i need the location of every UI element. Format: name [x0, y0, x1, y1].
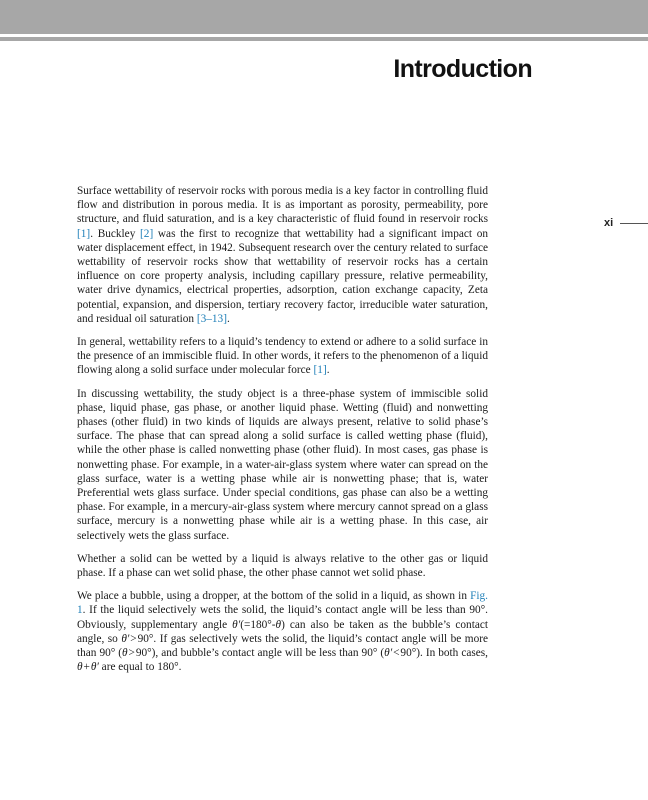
text-run: (=180°-: [240, 618, 276, 631]
text-run: .: [226, 312, 230, 325]
citation-link[interactable]: [3–13]: [196, 312, 227, 325]
page-folio: [604, 217, 648, 229]
header-rule: [0, 37, 648, 41]
text-run: In general, wettability refers to a liquid’s tendency to extend or adhere to a solid surface in the presence of an immiscible fluid. In other words, it refers to the phenomenon of a liquid flowing along a solid surface under molecular force: [77, 336, 488, 377]
paragraph-3: [77, 387, 488, 543]
paragraph-1: [77, 184, 488, 326]
text-run: > 90°. If gas selectively wets the solid, the liquid’s contact angle will be more than 90° (: [77, 632, 488, 660]
math-symbol: θ′: [121, 632, 130, 645]
paragraph-4: [77, 552, 488, 580]
text-run: < 90°). In both cases,: [392, 647, 488, 660]
body-text: [77, 184, 488, 684]
citation-link[interactable]: [2]: [140, 227, 154, 240]
text-run: > 90°), and bubble’s contact angle will be less than 90° (: [127, 647, 385, 660]
text-run: +: [82, 661, 91, 674]
header-gray-band: [0, 0, 648, 34]
math-symbol: θ′: [232, 618, 241, 631]
folio-rule: [620, 223, 648, 224]
math-symbol: θ′: [90, 661, 99, 674]
text-run: . If the liquid selectively wets the solid, the liquid’s contact angle will be less than 90°. Obviously, supplementary angle: [77, 604, 488, 631]
math-symbol: θ: [275, 618, 282, 631]
text-run: Whether a solid can be wetted by a liquid is always relative to the other gas or liquid phase. If a phase can wet solid phase, the other phase cannot wet solid phase.: [77, 552, 488, 580]
text-run: In discussing wettability, the study object is a three-phase system of immiscible solid phase, liquid phase, gas phase, or another liquid phase. Wetting (fluid) and nonwetting phases (other fluid) in two kinds of liquids are always present, relative to solid phase’s surface. The phase that can spread along a solid surface is called wetting phase (fluid), while the other phase is called nonwetting phase (other fluid). In most cases, gas phase is nonwetting phase. For example, in a water-air-glass system where water can spread on the glass surface, water is a wetting phase while air is nonwetting phase; that is, water Preferential wets glass surface. Under special conditions, gas phase can also be a wetting phase. For example, in a mercury-air-glass system where mercury cannot spread on a glass surface, mercury is a nonwetting phase while air is a wetting phase. In this case, air selectively wets the glass surface.: [77, 387, 488, 542]
paragraph-2: [77, 335, 488, 378]
text-run: .: [326, 364, 330, 377]
math-symbol: θ: [122, 647, 128, 660]
page-number: xi: [604, 217, 614, 229]
chapter-title: Introduction: [393, 55, 532, 83]
text-run: are equal to 180°.: [98, 661, 182, 674]
math-symbol: θ′: [384, 647, 393, 660]
paragraph-5: [77, 589, 488, 674]
citation-link[interactable]: [1]: [313, 364, 327, 377]
text-run: Surface wettability of reservoir rocks with porous media is a key factor in controlling fluid flow and distribution in porous media. It is as important as porosity, permeability, pore structure, and fluid saturation, and is a key characteristic of fluid found in reservoir rocks: [77, 185, 488, 226]
math-symbol: θ: [77, 661, 83, 674]
text-run: . Buckley: [90, 227, 141, 240]
text-run: ) can also be taken as the bubble’s contact angle, so: [77, 618, 489, 645]
figure-link[interactable]: Fig. 1: [77, 590, 488, 617]
text-run: We place a bubble, using a dropper, at the bottom of the solid in a liquid, as shown in: [77, 590, 471, 603]
text-run: was the first to recognize that wettability had a significant impact on water displacement effect, in 1942. Subsequent research over the century related to surface wettability of reservoir rocks show that wettability of reservoir rocks has a certain influence on core property analysis, including capillary pressure, relative permeability, water drive dynamics, electrical properties, adsorption, cation exchange capacity, Zeta potential, expansion, and dispersion, tertiary recovery factor, irreducible water saturation, and residual oil saturation: [77, 227, 488, 325]
citation-link[interactable]: [1]: [77, 227, 91, 240]
